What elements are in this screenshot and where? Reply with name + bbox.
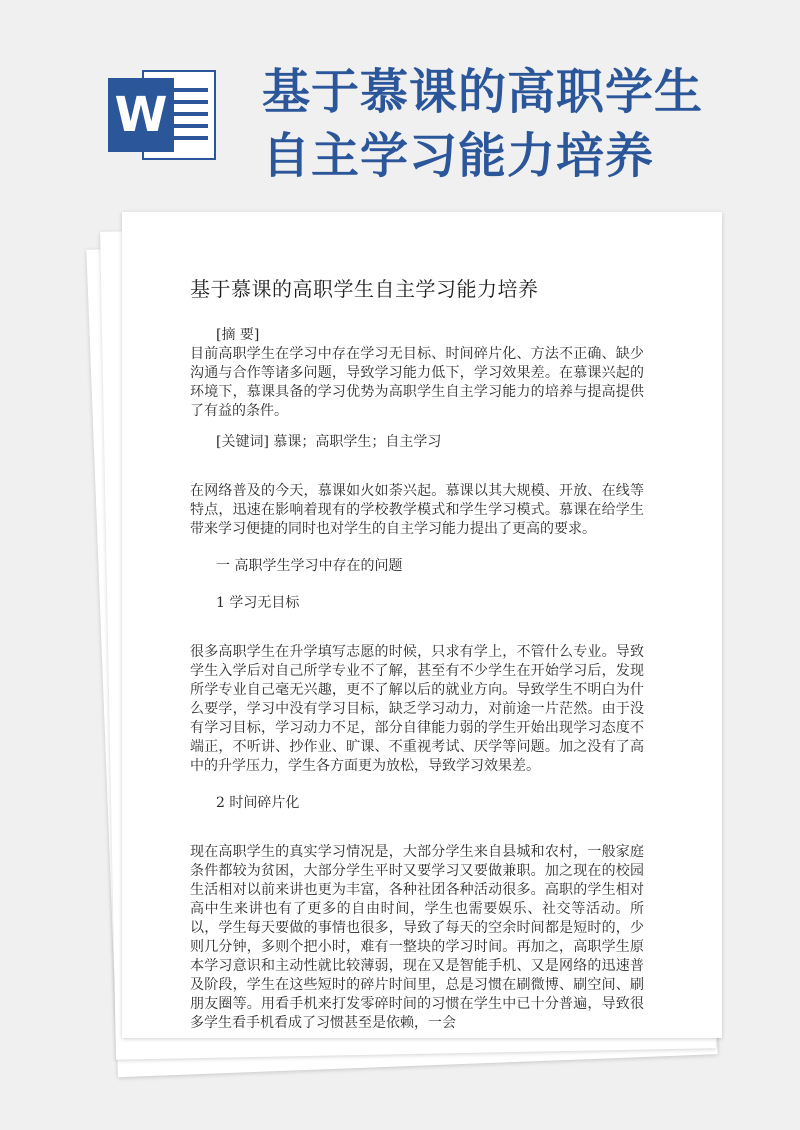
document-icon-line (172, 88, 208, 92)
header (0, 0, 800, 200)
subsection-heading: 2 时间碎片化 (216, 795, 300, 811)
word-icon (108, 70, 216, 160)
word-icon-letter: W (108, 78, 174, 152)
body-paragraph: 现在高职学生的真实学习情况是，大部分学生来自县城和农村，一般家庭条件都较为贫困，大部分学生平时又要学习又要做兼职。加之现在的校园生活相对以前来讲也更为丰富，各种社团各种活动很多。高职的学生相对高中生来讲也有了更多的自由时间，学生也需要娱乐、社交等活动。所以，学生每天要做的事情也很多，导致了每天的空余时间都是短时的，少则几分钟，多则个把小时，难有一整块的学习时间。再加之，高职学生原本学习意识和主动性就比较薄弱，现在又是智能手机、又是网络的迅速普及阶段，学生在这些短时的碎片时间里，总是习惯在刷微博、刷空间、刷朋友圈等。用看手机来打发零碎时间的习惯在学生中已十分普遍，导致很多学生看手机看成了习惯甚至是依赖，一会 (190, 844, 644, 1031)
document-page (122, 212, 722, 1038)
subsection-heading: 1 学习无目标 (216, 595, 300, 611)
document-title: 基于慕课的高职学生自主学习能力培养 (190, 277, 539, 301)
header-title: 基于慕课的高职学生自主学习能力培养 (262, 64, 704, 184)
document-icon-line (172, 112, 208, 116)
document-icon-line (172, 124, 208, 128)
abstract-text: 目前高职学生在学习中存在学习无目标、时间碎片化、方法不正确、缺少沟通与合作等诸多问题，导致学习能力低下，学习效果差。在慕课兴起的环境下，慕课具备的学习优势为高职学生自主学习能力的培养与提高提供了有益的条件。 (190, 346, 644, 419)
document-body (190, 274, 644, 1033)
body-paragraph: 很多高职学生在升学填写志愿的时候，只求有学上，不管什么专业。导致学生入学后对自己所学专业不了解，甚至有不少学生在开始学习后，发现所学专业自己毫无兴趣，更不了解以后的就业方向。导致学生不明白为什么要学，学习中没有学习目标，缺乏学习动力，对前途一片茫然。由于没有学习目标，学习动力不足，部分自律能力弱的学生开始出现学习态度不端正，不听讲、抄作业、旷课、不重视考试、厌学等问题。加之没有了高中的升学压力，学生各方面更为放松，导致学习效果差。 (190, 644, 644, 774)
intro-paragraph: 在网络普及的今天，慕课如火如荼兴起。慕课以其大规模、开放、在线等特点，迅速在影响着现有的学校教学模式和学生学习模式。慕课在给学生带来学习便捷的同时也对学生的自主学习能力提出了更高的要求。 (190, 483, 644, 537)
document-icon-line (172, 100, 208, 104)
abstract-label: [摘 要] (216, 327, 260, 343)
section-heading: 一 高职学生学习中存在的问题 (216, 558, 403, 574)
document-icon-line (172, 136, 208, 140)
keywords: [关键词] 慕课；高职学生；自主学习 (216, 434, 442, 450)
